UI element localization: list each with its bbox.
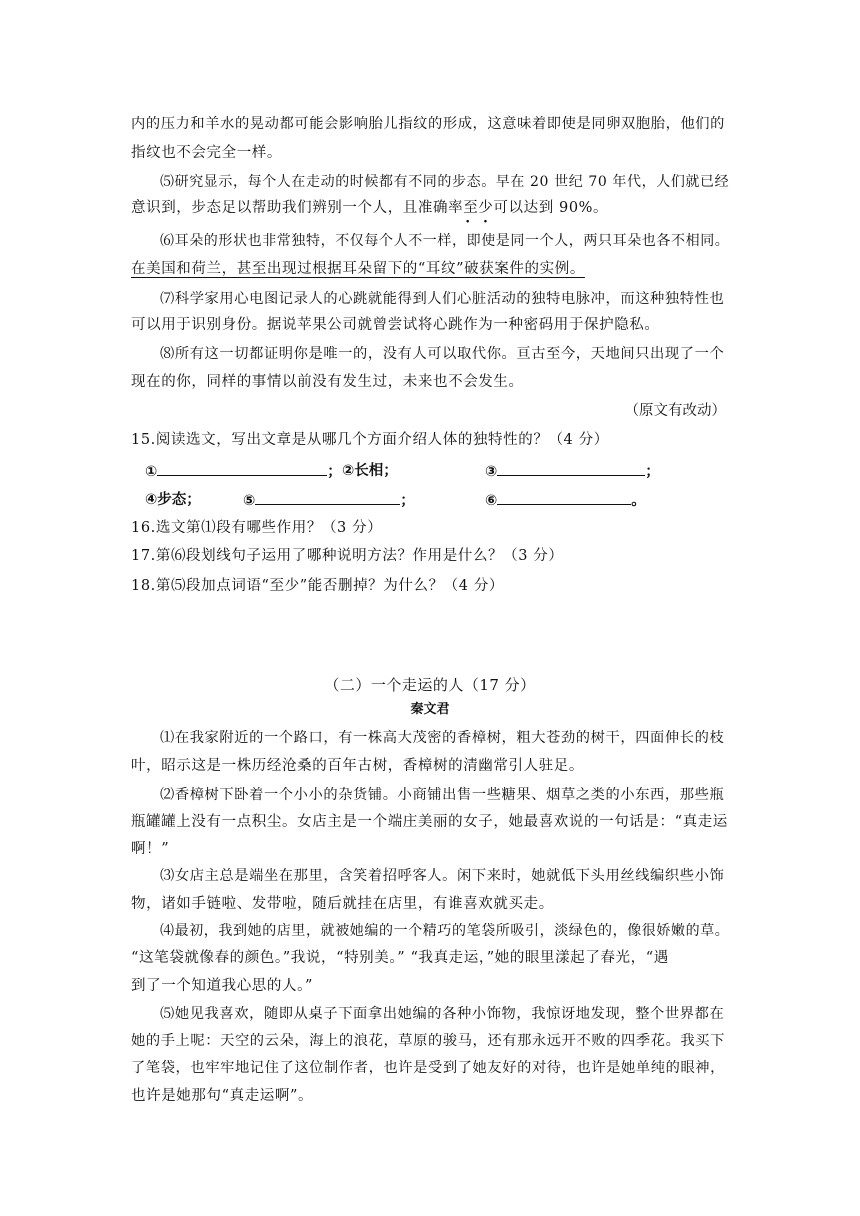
answer-blank[interactable] [497, 490, 631, 505]
paragraph-6-line: ⑹耳朵的形状也非常独特，不仅每个人不一样，即使是同一个人，两只耳朵也各不相同。 [160, 233, 730, 249]
question-15: 15.阅读选文，写出文章是从哪几个方面介绍人体的独特性的？（4 分） [131, 432, 609, 448]
question-17: 17.第⑹段划线句子运用了哪种说明方法？作用是什么？（3 分） [131, 548, 564, 564]
p2-paragraph-4-line: ⑷最初，我到她的店里，就被她编的一个精巧的笔袋所吸引，淡绿色的，像很娇嫩的草。 [160, 923, 730, 939]
answer-label: ⑤ [243, 493, 256, 509]
text-span: 可以达到 90%。 [493, 200, 609, 216]
answer-label: ① [145, 464, 158, 480]
paragraph-8-line: ⑻所有这一切都证明你是唯一的，没有人可以取代你。亘古至今，天地间只出现了一个 [160, 346, 725, 362]
p2-paragraph-4-line: “这笔袋就像春的颜色。”我说，“特别美。” “我真走运，”她的眼里漾起了春光，“遇 [131, 950, 669, 966]
question-16: 16.选文第⑴段有哪些作用？（3 分） [131, 520, 383, 536]
answer-row-6 [485, 490, 646, 511]
p2-paragraph-5-line: 也许是她那句“真走运啊”。 [131, 1088, 314, 1104]
question-18: 18.第⑸段加点词语“至少”能否删掉？为什么？（4 分） [131, 578, 505, 594]
answer-item-2: ②长相； [342, 463, 398, 479]
answer-blank[interactable] [497, 461, 645, 476]
passage1-line: 指纹也不会完全一样。 [131, 145, 282, 161]
paragraph-5-line: ⑸研究显示，每个人在走动的时候都有不同的步态。早在 20 世纪 70 年代，人们就已经 [160, 174, 730, 190]
p2-paragraph-5-line: 她的手上呢：天空的云朵，海上的浪花，草原的骏马，还有那永远开不败的四季花。我买下 [131, 1033, 726, 1049]
p2-paragraph-2-line: ⑵香樟树下卧着一个小小的杂货铺。小商铺出售一些糖果、烟草之类的小东西，那些瓶 [160, 787, 725, 803]
p2-paragraph-2-line: 瓶罐罐上没有一点积尘。女店主是一个端庄美丽的女子，她最喜欢说的一句话是：“真走运 [131, 814, 728, 830]
section-title: （二）一个走运的人（17 分） [324, 676, 536, 694]
answer-label: ⑥ [485, 493, 498, 509]
answer-row-3 [485, 461, 660, 482]
answer-blank[interactable] [157, 461, 327, 476]
dotted-word: 至少 · · [463, 200, 493, 216]
text-span: 意识到，步态足以帮助我们辨别一个人，且准确率 [131, 200, 464, 216]
answer-label: ③ [485, 464, 498, 480]
answer-sep: ； [327, 464, 342, 480]
p2-paragraph-5-line: 了笔袋，也牢牢地记住了这位制作者，也许是受到了她友好的对待，也许是她单纯的眼神， [131, 1060, 726, 1076]
answer-row-5 [243, 490, 415, 511]
underlined-sentence: 在美国和荷兰，甚至出现过根据耳朵留下的“耳纹”破获案件的实例。 [131, 261, 585, 277]
author-name: 秦文君 [410, 702, 450, 717]
paragraph-5-line [131, 198, 608, 218]
answer-sep: ； [400, 493, 415, 509]
paragraph-7-line: 可以用于识别身份。据说苹果公司就曾尝试将心跳作为一种密码用于保护隐私。 [131, 317, 660, 333]
answer-row-1 [145, 461, 342, 482]
p2-paragraph-1-line: ⑴在我家附近的一个路口，有一株高大茂密的香樟树，粗大苍劲的树干，四面伸长的枝 [160, 730, 725, 746]
p2-paragraph-3-line: ⑶女店主总是端坐在那里，含笑着招呼客人。闲下来时，她就低下头用丝线编织些小饰 [160, 868, 725, 884]
p2-paragraph-3-line: 物，诸如手链啦、发带啦，随后就挂在店里，有谁喜欢就买走。 [131, 896, 554, 912]
answer-sep: ； [645, 464, 660, 480]
p2-paragraph-2-line: 啊！” [131, 841, 170, 857]
answer-blank[interactable] [255, 490, 400, 505]
passage1-line: 内的压力和羊水的晃动都可能会影响胎儿指纹的形成，这意味着即使是同卵双胞胎，他们的 [131, 116, 726, 132]
p2-paragraph-5-line: ⑸她见我喜欢，随即从桌子下面拿出她编的各种小饰物，我惊讶地发现，整个世界都在 [160, 1006, 725, 1022]
answer-item-4: ④步态； [145, 492, 201, 508]
p2-paragraph-1-line: 叶，昭示这是一株历经沧桑的百年古树，香樟树的清幽常引人驻足。 [131, 758, 584, 774]
paragraph-8-line: 现在的你，同样的事情以前没有发生过，未来也不会发生。 [131, 374, 524, 390]
paragraph-7-line: ⑺科学家用心电图记录人的心跳就能得到人们心脏活动的独特电脉冲，而这种独特性也 [160, 291, 725, 307]
p2-paragraph-4-line: 到了一个知道我心思的人。” [131, 978, 313, 994]
source-note: （原文有改动） [624, 403, 726, 419]
answer-end: 。 [631, 493, 646, 509]
